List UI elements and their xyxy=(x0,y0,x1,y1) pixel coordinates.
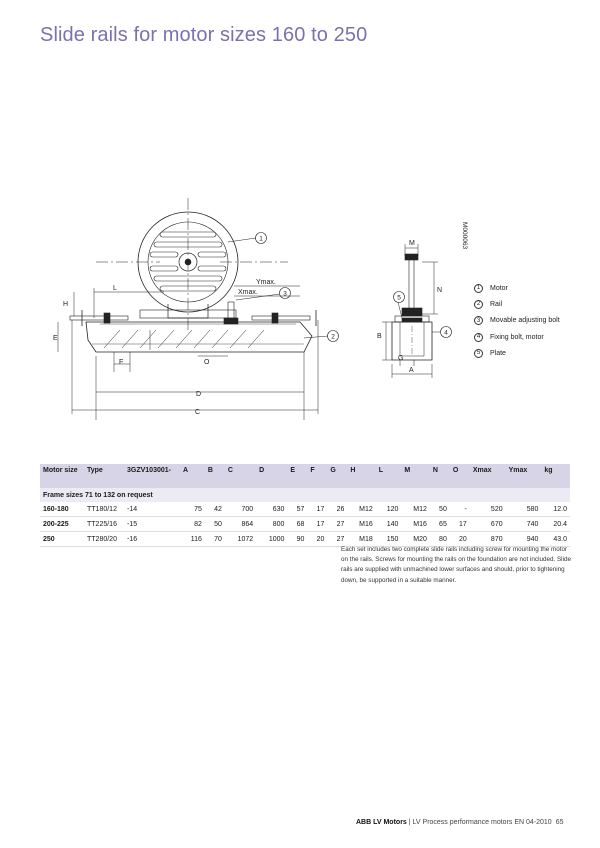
table-cell: 864 xyxy=(225,517,256,532)
table-cell: 57 xyxy=(287,502,307,517)
table-cell: 120 xyxy=(376,502,402,517)
table-cell: - xyxy=(450,502,470,517)
legend-number: 5 xyxy=(474,349,483,358)
table-cell: TT225/16 xyxy=(84,517,124,532)
table-cell: 20 xyxy=(450,532,470,547)
table-cell: 160-180 xyxy=(40,502,84,517)
legend-item xyxy=(474,296,560,312)
dim-label-ymax: Ymax. xyxy=(256,279,276,286)
rail-front-view xyxy=(70,302,316,352)
dim-label-xmax: Xmax. xyxy=(238,289,258,296)
table-cell: 82 xyxy=(180,517,205,532)
table-cell: 630 xyxy=(256,502,287,517)
table-row xyxy=(40,502,570,517)
table-cell: 116 xyxy=(180,532,205,547)
table-cell: M20 xyxy=(401,532,429,547)
column-header: kg xyxy=(541,464,570,488)
table-cell: 670 xyxy=(470,517,506,532)
table-cell: 740 xyxy=(506,517,542,532)
table-cell: -15 xyxy=(124,517,180,532)
legend-item xyxy=(474,329,560,345)
column-header: L xyxy=(376,464,402,488)
column-header: C xyxy=(225,464,256,488)
column-header: D xyxy=(256,464,287,488)
table-cell: 90 xyxy=(287,532,307,547)
table-row xyxy=(40,517,570,532)
drawing-code: M000063 xyxy=(461,222,468,250)
legend-label: Rail xyxy=(490,300,503,308)
column-header: B xyxy=(205,464,225,488)
callout-4: 4 xyxy=(444,329,448,337)
table-cell: -16 xyxy=(124,532,180,547)
dim-label-b: B xyxy=(377,333,382,340)
table-cell: 580 xyxy=(506,502,542,517)
table-cell: 20.4 xyxy=(541,517,570,532)
dim-label-f: F xyxy=(119,359,124,366)
table-cell: 50 xyxy=(430,502,450,517)
legend-label: Movable adjusting bolt xyxy=(490,317,560,325)
table-cell: 800 xyxy=(256,517,287,532)
table-cell: TT180/12 xyxy=(84,502,124,517)
table-cell: 1000 xyxy=(256,532,287,547)
column-header: Xmax xyxy=(470,464,506,488)
legend-label: Motor xyxy=(490,284,508,292)
dim-label-l: L xyxy=(113,285,117,292)
table-cell: -14 xyxy=(124,502,180,517)
column-header: M xyxy=(401,464,429,488)
dim-label-m: M xyxy=(409,240,415,247)
legend xyxy=(474,280,560,361)
table-cell: 140 xyxy=(376,517,402,532)
column-header: H xyxy=(347,464,375,488)
table-cell: 940 xyxy=(506,532,542,547)
legend-item xyxy=(474,345,560,361)
legend-number: 4 xyxy=(474,333,483,342)
table-cell: 1072 xyxy=(225,532,256,547)
table-cell: 250 xyxy=(40,532,84,547)
footer-brand: ABB LV Motors xyxy=(356,819,407,826)
table-header-row xyxy=(40,464,570,488)
footer-separator: | xyxy=(406,819,413,826)
dimensions-table xyxy=(40,464,570,547)
callout-5: 5 xyxy=(397,294,401,302)
table-cell: 17 xyxy=(307,502,327,517)
column-header: O xyxy=(450,464,470,488)
band-label: Frame sizes 71 to 132 on request xyxy=(40,488,570,502)
column-header: Type xyxy=(84,464,124,488)
rail-side-view xyxy=(382,244,452,378)
legend-item xyxy=(474,313,560,329)
dim-label-c: C xyxy=(195,409,201,416)
column-header: G xyxy=(327,464,347,488)
table-cell: 20 xyxy=(307,532,327,547)
table-cell: 150 xyxy=(376,532,402,547)
table-cell: 43.0 xyxy=(541,532,570,547)
legend-number: 1 xyxy=(474,284,483,293)
dimension-lines xyxy=(58,198,318,420)
table-cell: 75 xyxy=(180,502,205,517)
dim-label-h: H xyxy=(63,301,69,308)
table-cell: M12 xyxy=(347,502,375,517)
dim-label-o: O xyxy=(204,359,210,366)
legend-number: 3 xyxy=(474,316,483,325)
table-cell: TT280/20 xyxy=(84,532,124,547)
table-cell: 27 xyxy=(327,532,347,547)
callout-3: 3 xyxy=(283,290,287,298)
column-header: F xyxy=(307,464,327,488)
table-cell: M16 xyxy=(347,517,375,532)
table-cell: 27 xyxy=(327,517,347,532)
table-cell: 17 xyxy=(450,517,470,532)
legend-label: Fixing bolt, motor xyxy=(490,333,544,341)
table-cell: M18 xyxy=(347,532,375,547)
legend-item xyxy=(474,280,560,296)
page-footer xyxy=(356,819,563,826)
table-cell: M12 xyxy=(401,502,429,517)
table-cell: 80 xyxy=(430,532,450,547)
dim-label-n: N xyxy=(437,287,443,294)
callout-2: 2 xyxy=(331,333,335,341)
page-number: 65 xyxy=(555,819,564,826)
dim-label-a: A xyxy=(409,367,414,374)
table-cell: M16 xyxy=(401,517,429,532)
table-cell: 870 xyxy=(470,532,506,547)
callout-1: 1 xyxy=(259,235,263,243)
legend-number: 2 xyxy=(474,300,483,309)
column-header: Motor size xyxy=(40,464,84,488)
table-cell: 68 xyxy=(287,517,307,532)
column-header: E xyxy=(287,464,307,488)
footer-text: LV Process performance motors EN 04-2010 xyxy=(412,819,552,826)
table-cell: 65 xyxy=(430,517,450,532)
column-header: Ymax xyxy=(506,464,542,488)
page-title: Slide rails for motor sizes 160 to 250 xyxy=(40,24,368,46)
table-cell: 700 xyxy=(225,502,256,517)
dim-label-e: E xyxy=(53,335,58,342)
table-cell: 26 xyxy=(327,502,347,517)
dim-label-d: D xyxy=(196,391,202,398)
column-header: A xyxy=(180,464,205,488)
column-header: 3GZV103001- xyxy=(124,464,180,488)
table-cell: 70 xyxy=(205,532,225,547)
note-paragraph: Each set includes two complete slide rails including screw for mounting the motor on the rails. Screws for mounting the rails on the foundation are not included. Slide rails are supplied with unmachined lower surfaces and should, prior to tightening down, be supported in a suitable manner. xyxy=(341,546,571,584)
table-cell: 17 xyxy=(307,517,327,532)
column-header: N xyxy=(430,464,450,488)
table-cell: 42 xyxy=(205,502,225,517)
table-cell: 12.0 xyxy=(541,502,570,517)
legend-label: Plate xyxy=(490,349,506,357)
dim-label-g: G xyxy=(398,355,404,362)
table-band-row xyxy=(40,488,570,502)
table-cell: 50 xyxy=(205,517,225,532)
table-cell: 520 xyxy=(470,502,506,517)
table-cell: 200-225 xyxy=(40,517,84,532)
